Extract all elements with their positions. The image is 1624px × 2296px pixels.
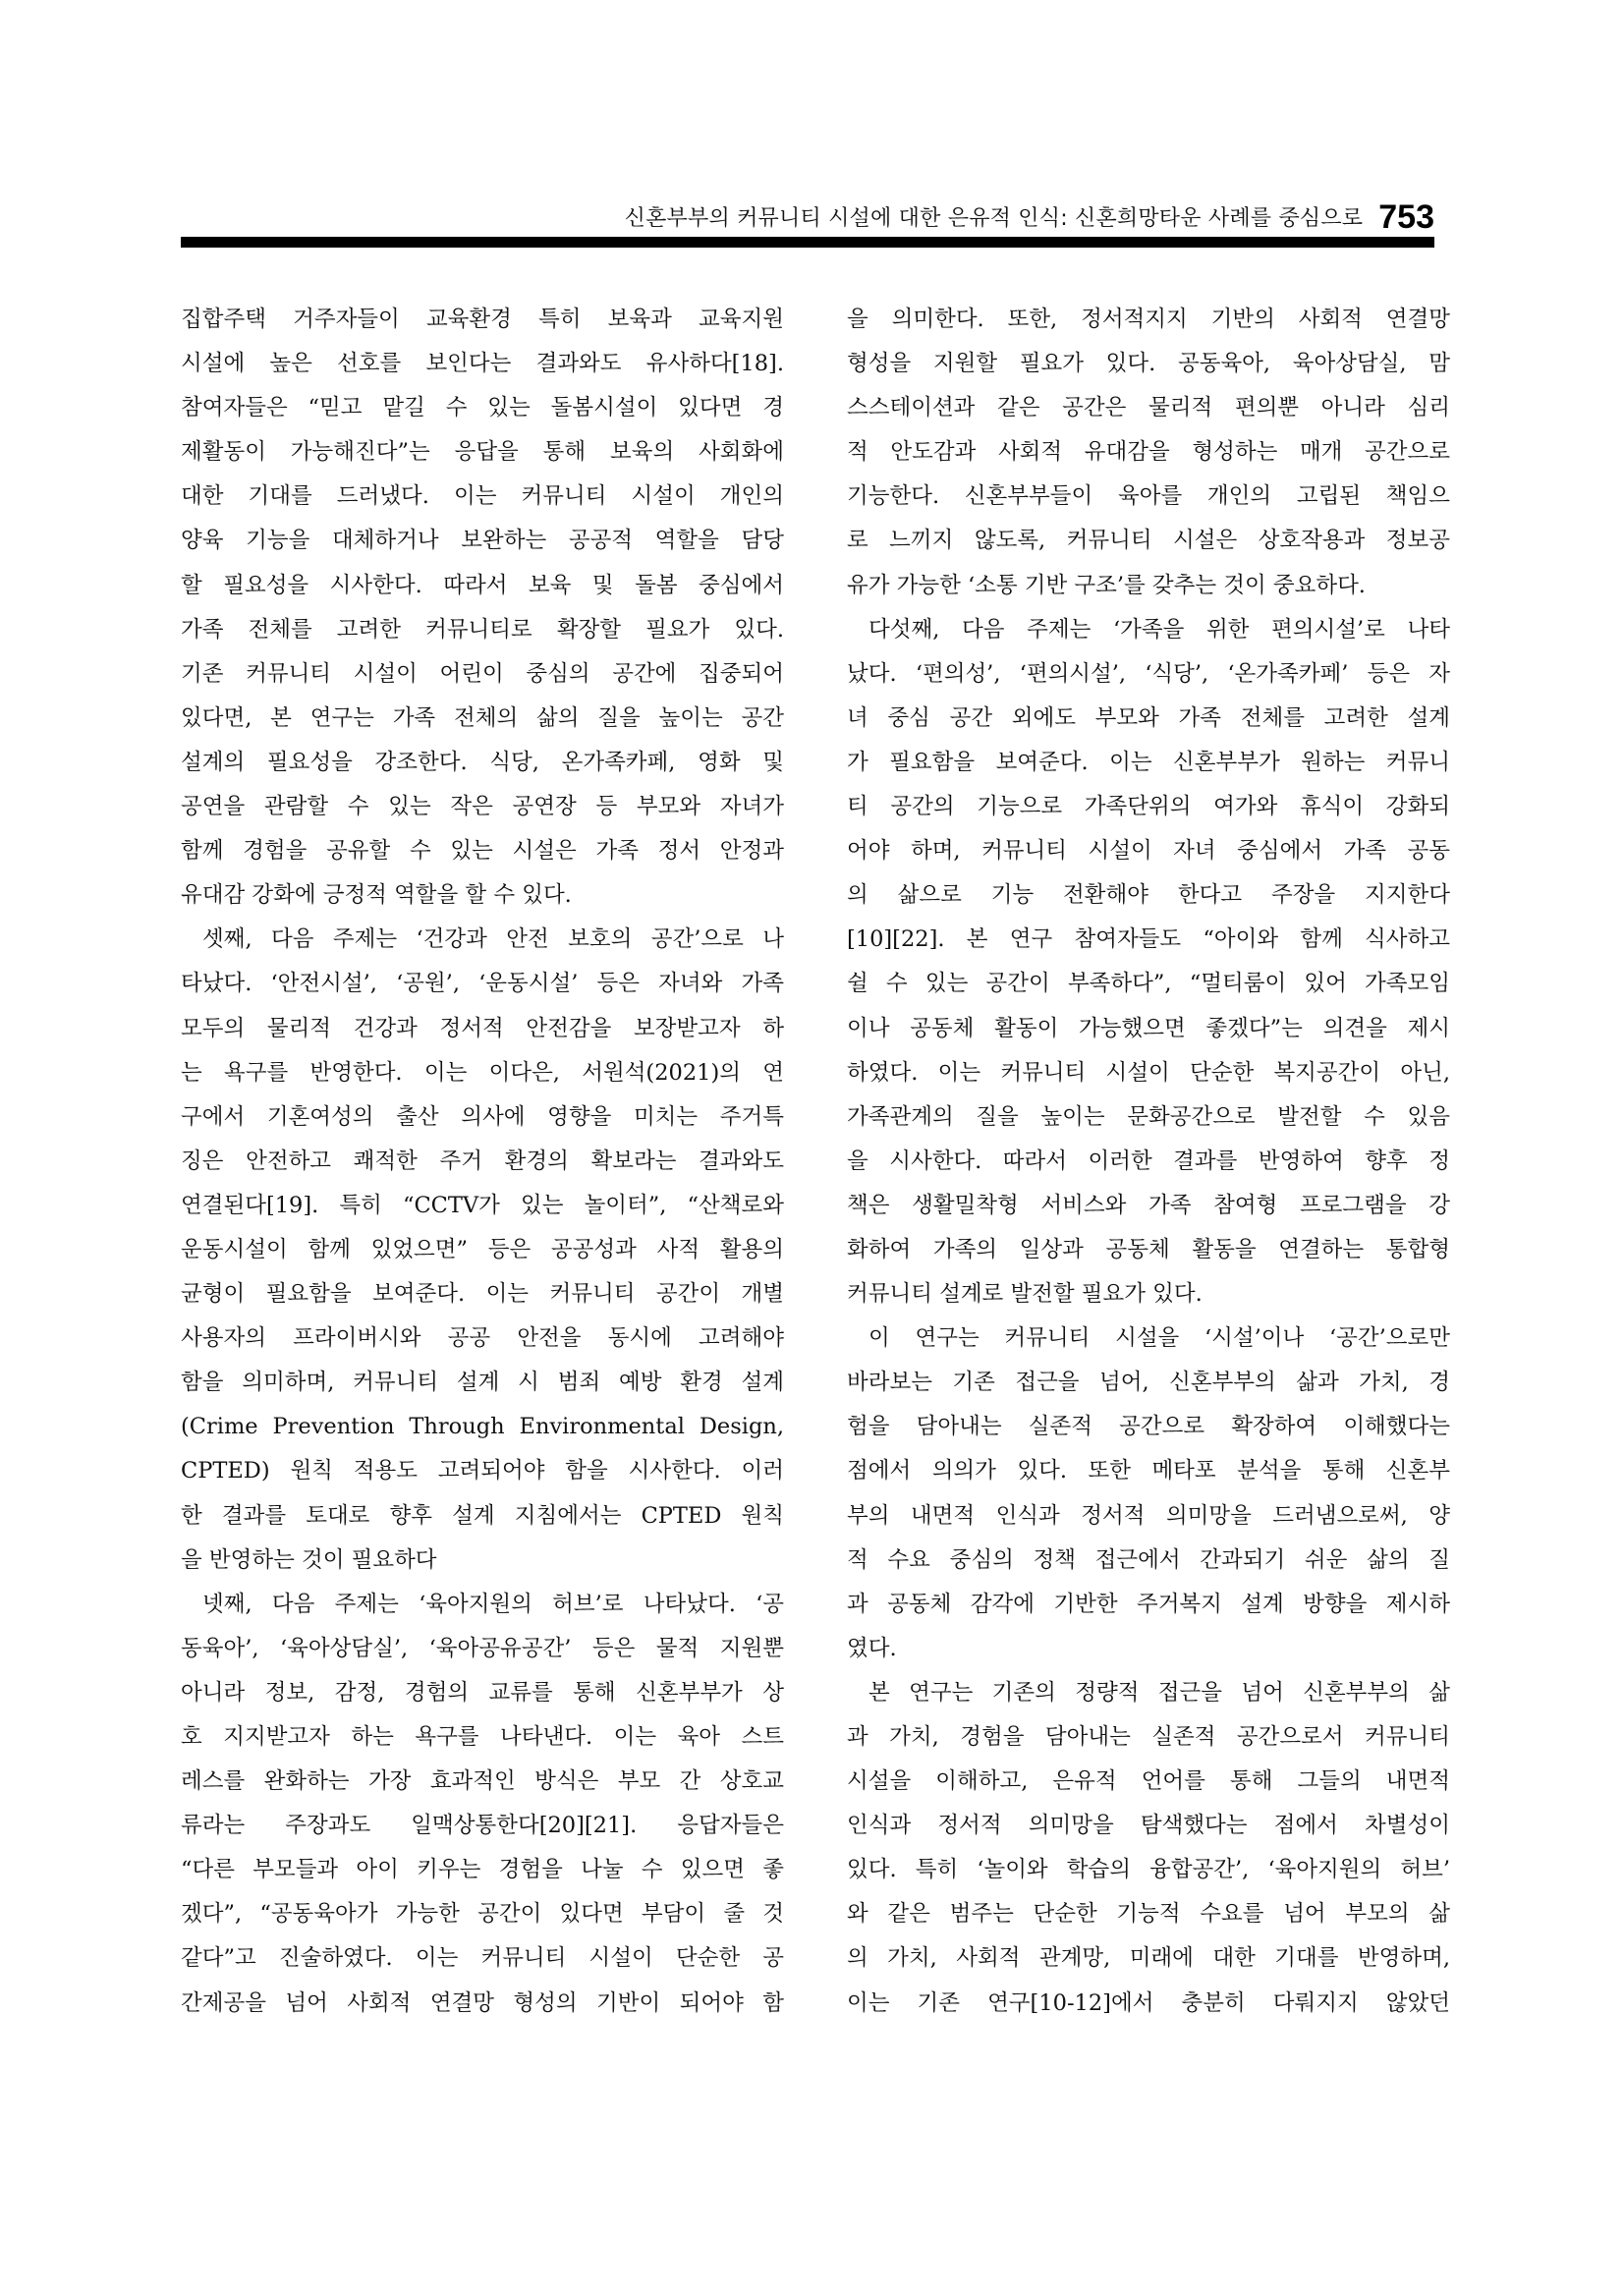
text-line: 을 시사한다. 따라서 이러한 결과를 반영하여 향후 정 [847, 1148, 1450, 1174]
text-line: 함께 경험을 공유할 수 있는 시설은 가족 정서 안정과 [181, 838, 784, 865]
text-line: 할 필요성을 시사한다. 따라서 보육 및 돌봄 중심에서 [181, 572, 784, 598]
text-line: 험을 담아내는 실존적 공간으로 확장하여 이해했다는 [847, 1414, 1450, 1440]
text-line: 사용자의 프라이버시와 공공 안전을 동시에 고려해야 [181, 1325, 784, 1352]
text-line: 과 가치, 경험을 담아내는 실존적 공간으로서 커뮤니티 [847, 1724, 1450, 1750]
text-line: 류라는 주장과도 일맥상통한다[20][21]. 응답자들은 [181, 1813, 784, 1839]
text-line: 겠다”, “공동육아가 가능한 공간이 있다면 부담이 줄 것 [181, 1901, 784, 1928]
running-head-title: 신혼부부의 커뮤니티 시설에 대한 은유적 인식: 신혼희망타운 사례를 중심으로 [624, 206, 1364, 231]
text-line: 있다면, 본 연구는 가족 전체의 삶의 질을 높이는 공간 [181, 704, 784, 731]
text-line: 가족 전체를 고려한 커뮤니티로 확장할 필요가 있다. [181, 616, 784, 643]
text-line: 함을 의미하며, 커뮤니티 설계 시 범죄 예방 환경 설계 [181, 1370, 784, 1396]
text-line: 인식과 정서적 의미망을 탐색했다는 점에서 차별성이 [847, 1813, 1450, 1839]
running-head [181, 193, 1434, 236]
text-line: 제활동이 가능해진다”는 응답을 통해 보육의 사회화에 [181, 439, 784, 466]
text-line: 적 안도감과 사회적 유대감을 형성하는 매개 공간으로 [847, 439, 1450, 466]
text-line: 집합주택 거주자들이 교육환경 특히 보육과 교육지원 [181, 307, 784, 332]
text-line: 형성을 지원할 필요가 있다. 공동육아, 육아상담실, 맘 [847, 351, 1450, 377]
text-line: 아니라 정보, 감정, 경험의 교류를 통해 신혼부부가 상 [181, 1679, 784, 1706]
text-line: 났다. ‘편의성’, ‘편의시설’, ‘식당’, ‘온가족카페’ 등은 자 [847, 660, 1450, 687]
text-line: 이 연구는 커뮤니티 시설을 ‘시설’이나 ‘공간’으로만 [868, 1325, 1450, 1352]
text-line: 쉴 수 있는 공간이 부족하다”, “멀티룸이 있어 가족모임 [847, 971, 1450, 997]
text-line: (Crime Prevention Through Environmental Design, [181, 1414, 784, 1440]
text-line: 연결된다[19]. 특히 “CCTV가 있는 놀이터”, “산책로와 [181, 1192, 784, 1218]
text-line: 점에서 의의가 있다. 또한 메타포 분석을 통해 신혼부 [847, 1458, 1450, 1484]
text-line: 설계의 필요성을 강조한다. 식당, 온가족카페, 영화 및 [181, 749, 784, 775]
text-line: 운동시설이 함께 있었으면” 등은 공공성과 사적 활용의 [181, 1236, 784, 1262]
text-line: 구에서 기혼여성의 출산 의사에 영향을 미치는 주거특 [181, 1103, 784, 1130]
text-line: 타났다. ‘안전시설’, ‘공원’, ‘운동시설’ 등은 자녀와 가족 [181, 971, 784, 997]
text-line: 참여자들은 “믿고 맡길 수 있는 돌봄시설이 있다면 경 [181, 395, 784, 421]
text-line: 균형이 필요함을 보여준다. 이는 커뮤니티 공간이 개별 [181, 1281, 784, 1308]
text-line: 공연을 관람할 수 있는 작은 공연장 등 부모와 자녀가 [181, 794, 784, 820]
text-line: 을 반영하는 것이 필요하다 [181, 1546, 437, 1573]
text-line: 가 필요함을 보여준다. 이는 신혼부부가 원하는 커뮤니 [847, 749, 1450, 775]
text-line: 스스테이션과 같은 공간은 물리적 편의뿐 아니라 심리 [847, 395, 1450, 421]
text-line: 한 결과를 토대로 향후 설계 지침에서는 CPTED 원칙 [181, 1502, 784, 1529]
text-line: 는 욕구를 반영한다. 이는 이다은, 서원석(2021)의 연 [181, 1059, 784, 1086]
text-line: 였다. [847, 1635, 897, 1661]
text-line: 양육 기능을 대체하거나 보완하는 공공적 역할을 담당 [181, 528, 784, 554]
text-line: 로 느끼지 않도록, 커뮤니티 시설은 상호작용과 정보공 [847, 528, 1450, 554]
text-line: 호 지지받고자 하는 욕구를 나타낸다. 이는 육아 스트 [181, 1724, 784, 1750]
right-column [847, 298, 1450, 2026]
text-line: 간제공을 넘어 사회적 연결망 형성의 기반이 되어야 함 [181, 1989, 784, 2016]
text-line: 커뮤니티 설계로 발전할 필요가 있다. [847, 1281, 1203, 1308]
text-line: 와 같은 범주는 단순한 기능적 수요를 넘어 부모의 삶 [847, 1901, 1450, 1928]
text-line: CPTED) 원칙 적용도 고려되어야 함을 시사한다. 이러 [181, 1458, 784, 1484]
text-line: 책은 생활밀착형 서비스와 가족 참여형 프로그램을 강 [847, 1192, 1450, 1218]
text-line: 기존 커뮤니티 시설이 어린이 중심의 공간에 집중되어 [181, 660, 784, 687]
text-line: 하였다. 이는 커뮤니티 시설이 단순한 복지공간이 아닌, [847, 1059, 1450, 1086]
text-line: 레스를 완화하는 가장 효과적인 방식은 부모 간 상호교 [181, 1768, 784, 1795]
text-line: 화하여 가족의 일상과 공동체 활동을 연결하는 통합형 [847, 1236, 1450, 1262]
text-line: 유대감 강화에 긍정적 역할을 할 수 있다. [181, 882, 572, 909]
text-line: [10][22]. 본 연구 참여자들도 “아이와 함께 식사하고 [847, 926, 1450, 953]
text-line: 본 연구는 기존의 정량적 접근을 넘어 신혼부부의 삶 [868, 1679, 1450, 1706]
text-line: 의 가치, 사회적 관계망, 미래에 대한 기대를 반영하며, [847, 1945, 1450, 1972]
text-line: 모두의 물리적 건강과 정서적 안전감을 보장받고자 하 [181, 1015, 784, 1041]
text-line: 을 의미한다. 또한, 정서적지지 기반의 사회적 연결망 [847, 307, 1450, 332]
text-line: 과 공동체 감각에 기반한 주거복지 설계 방향을 제시하 [847, 1591, 1450, 1617]
text-line: 티 공간의 기능으로 가족단위의 여가와 휴식이 강화되 [847, 794, 1450, 820]
text-line: 적 수요 중심의 정책 접근에서 간과되기 쉬운 삶의 질 [847, 1546, 1450, 1573]
left-column [181, 298, 784, 2026]
text-line: 시설에 높은 선호를 보인다는 결과와도 유사하다[18]. [181, 351, 784, 377]
text-line: 이나 공동체 활동이 가능했으면 좋겠다”는 의견을 제시 [847, 1015, 1450, 1041]
text-line: 다섯째, 다음 주제는 ‘가족을 위한 편의시설’로 나타 [868, 616, 1450, 643]
header-rule [181, 237, 1434, 248]
text-line: 같다”고 진술하였다. 이는 커뮤니티 시설이 단순한 공 [181, 1945, 784, 1972]
text-line: 대한 기대를 드러냈다. 이는 커뮤니티 시설이 개인의 [181, 483, 784, 510]
text-line: 유가 가능한 ‘소통 기반 구조’를 갖추는 것이 중요하다. [847, 572, 1366, 598]
text-line: 기능한다. 신혼부부들이 육아를 개인의 고립된 책임으 [847, 483, 1450, 510]
text-line: 부의 내면적 인식과 정서적 의미망을 드러냄으로써, 양 [847, 1502, 1450, 1529]
text-line: 셋째, 다음 주제는 ‘건강과 안전 보호의 공간’으로 나 [202, 926, 784, 953]
text-line: 가족관계의 질을 높이는 문화공간으로 발전할 수 있음 [847, 1103, 1450, 1130]
text-line: “다른 부모들과 아이 키우는 경험을 나눌 수 있으면 좋 [181, 1857, 784, 1883]
text-line: 동육아’, ‘육아상담실’, ‘육아공유공간’ 등은 물적 지원뿐 [181, 1635, 784, 1661]
text-line: 있다. 특히 ‘놀이와 학습의 융합공간’, ‘육아지원의 허브’ [847, 1857, 1450, 1883]
text-line: 시설을 이해하고, 은유적 언어를 통해 그들의 내면적 [847, 1768, 1450, 1795]
text-line: 바라보는 기존 접근을 넘어, 신혼부부의 삶과 가치, 경 [847, 1370, 1450, 1396]
text-line: 징은 안전하고 쾌적한 주거 환경의 확보라는 결과와도 [181, 1148, 784, 1174]
text-line: 어야 하며, 커뮤니티 시설이 자녀 중심에서 가족 공동 [847, 838, 1450, 865]
text-line: 이는 기존 연구[10-12]에서 충분히 다뤄지지 않았던 [847, 1989, 1450, 2016]
text-line: 의 삶으로 기능 전환해야 한다고 주장을 지지한다 [847, 882, 1450, 909]
text-line: 넷째, 다음 주제는 ‘육아지원의 허브’로 나타났다. ‘공 [202, 1591, 784, 1617]
page-number: 753 [1378, 198, 1434, 236]
text-line: 녀 중심 공간 외에도 부모와 가족 전체를 고려한 설계 [847, 704, 1450, 731]
